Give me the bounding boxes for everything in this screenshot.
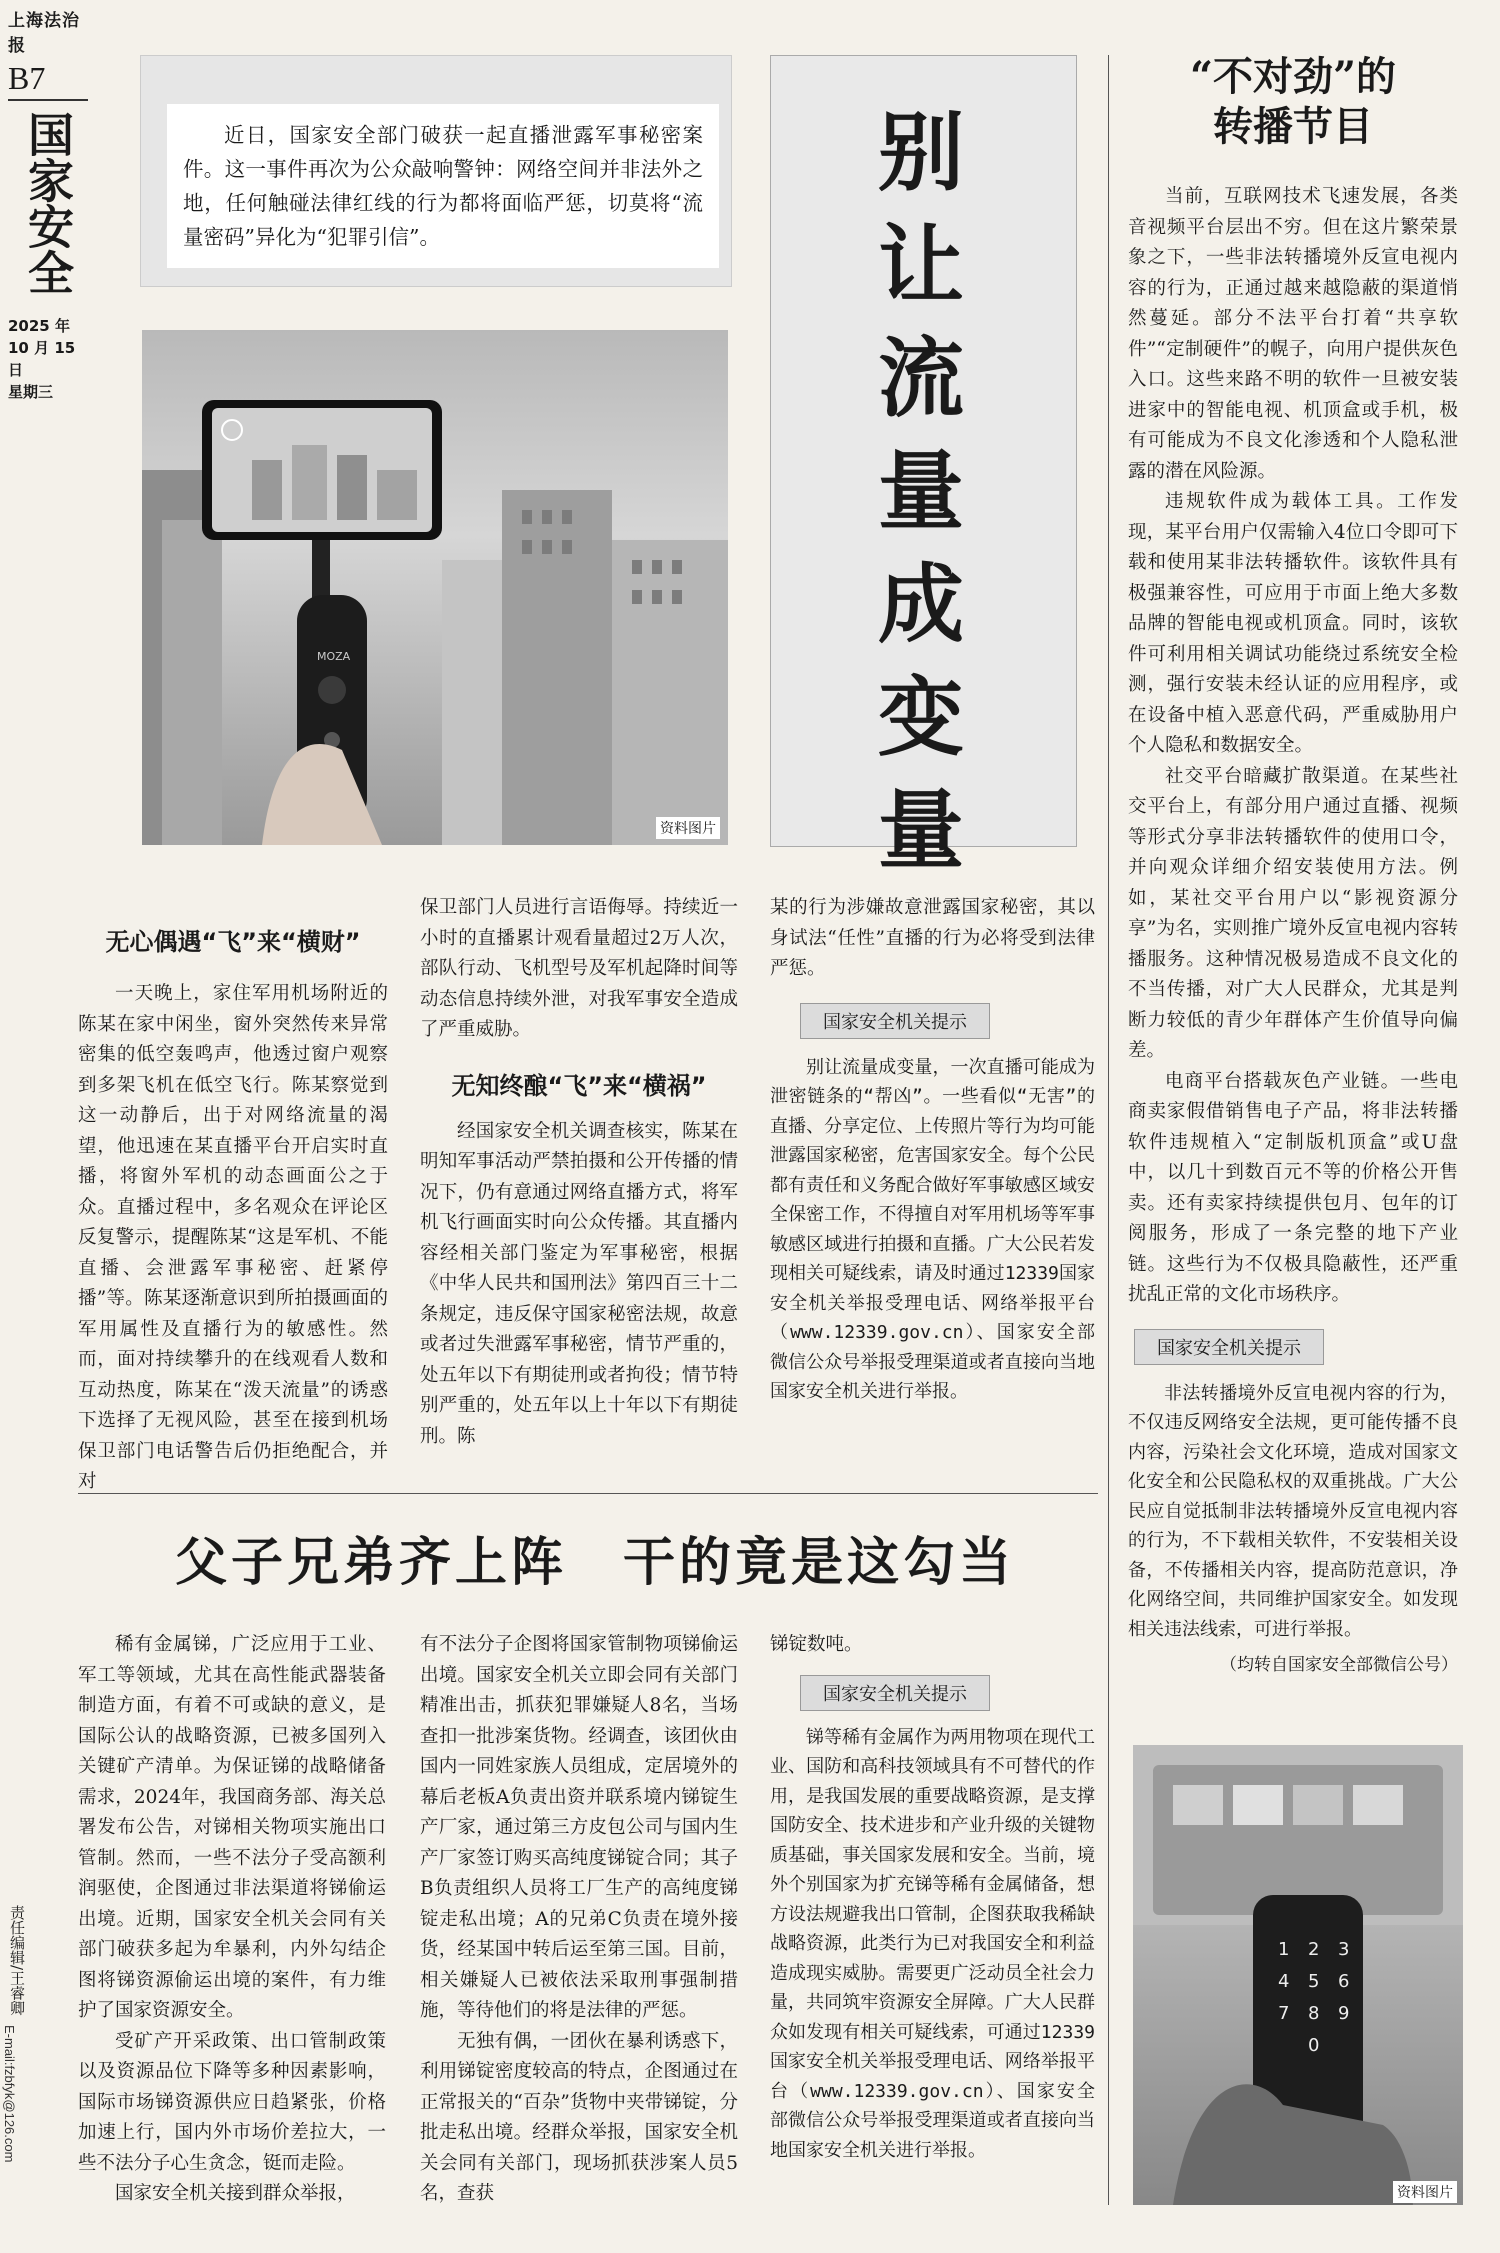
story3-col3 [770,1630,1095,2165]
remote-key: 4 [1278,1971,1290,1992]
section-divider [78,1493,1098,1494]
story2-hint: 非法转播境外反宣电视内容的行为，不仅违反网络安全法规，更可能传播不良内容，污染社会文化环境，造成对国家文化安全和公民隐私权的双重挑战。广大公民应自觉抵制非法转播境外反宣电视内容的行为，不下载相关软件，不安装相关设备，不传播相关内容，提高防范意识，净化网络空间，共同维护国家安全。如发现相关违法线索，可进行举报。 [1128,1382,1458,1640]
newspaper-name: 上海法治报 [8,11,80,56]
issue-date [8,315,88,403]
feature-title-box [770,55,1077,881]
story2 [1128,52,1458,1675]
photo1-caption: 资料图片 [656,817,720,839]
story2-hint-badge: 国家安全机关提示 [1134,1329,1324,1365]
story3-hint-badge: 国家安全机关提示 [800,1675,990,1711]
story3-paragraph: 锑锭数吨。 [770,1634,863,1655]
story3-paragraph: 国家安全机关接到群众举报， [115,2183,356,2204]
story3-headline: 父子兄弟齐上阵 干的竟是这勾当 [174,1532,1015,1593]
story3-paragraph: 受矿产开采政策、出口管制政策以及资源品位下降等多种因素影响，国际市场锑资源供应日趋紧张，价格加速上行，国内外市场价差拉大，一些不法分子心生贪念，铤而走险。 [78,2030,386,2174]
story1-col1 [78,922,388,1498]
story3-paragraph: 稀有金属锑，广泛应用于工业、军工等领域，尤其在高性能武器装备制造方面，有着不可或缺的意义，是国际公认的战略资源，已被多国列入关键矿产清单。为保证锑的战略储备需求，2024年，我国商务部、海关总署发布公告，对锑相关物项实施出口管制。然而，一些不法分子受高额利润驱使，企图通过非法渠道将锑偷运出境。近期，国家安全机关会同有关部门破获多起为牟暴利，内外勾结企图将锑资源偷运出境的案件，有力维护了国家资源安全。 [78,1634,386,2021]
story3-col2 [420,1630,738,2210]
story1-hint-badge: 国家安全机关提示 [800,1003,990,1039]
editor-credit: 责任编辑/王睿卿 [8,1905,26,2016]
story3-col1 [78,1630,386,2210]
story1-subhead2: 无知终酿“飞”来“横祸” [451,1071,707,1100]
date-day: 10 月 15 日 [8,339,76,379]
photo2-caption: 资料图片 [1393,2181,1457,2203]
story2-paragraph: 违规软件成为载体工具。工作发现，某平台用户仅需输入4位口令即可下载和使用某非法转播软件。该软件具有极强兼容性，可应用于市面上绝大多数品牌的智能电视或机顶盒。同时，该软件可利用相关调试功能绕过系统安全检测，强行安装未经认证的应用程序，或在设备中植入恶意代码，严重威胁用户个人隐私和数据安全。 [1128,491,1458,756]
story2-paragraph: 电商平台搭载灰色产业链。一些电商卖家假借销售电子产品，将非法转播软件违规植入“定制版机顶盒”或U盘中，以几十到数百元不等的价格公开售卖。还有卖家持续提供包月、包年的订阅服务，形成了一条完整的地下产业链。这些行为不仅极具隐蔽性，还严重扰乱正常的文化市场秩序。 [1128,1070,1458,1305]
story3-paragraph: 无独有偶，一团伙在暴利诱惑下，利用锑锭密度较高的特点，企图通过在正常报关的“百杂”货物中夹带锑锭，分批走私出境。经群众举报，国家安全机关会同有关部门，现场抓获涉案人员5名，查获 [420,2030,738,2204]
story3-hint: 锑等稀有金属作为两用物项在现代工业、国防和高科技领域具有不可替代的作用，是我国发展的重要战略资源，是支撑国防安全、技术进步和产业升级的关键物质基础，事关国家发展和安全。当前，境外个别国家为扩充锑等稀有金属储备，想方设法规避我出口管制，企图获取我稀缺战略资源，此类行为已对我国安全和利益造成现实威胁。需要更广泛动员全社会力量，共同筑牢资源安全屏障。广大人民群众如发现有相关可疑线索，可通过12339国家安全机关举报受理电话、网络举报平台（www.12339.gov.cn）、国家安全部微信公众号举报受理渠道或者直接向当地国家安全机关进行举报。 [770,1726,1095,2161]
gimbal-phone-illustration [142,330,728,845]
remote-control-photo [1133,1745,1463,2205]
story1-paragraph: 保卫部门人员进行言语侮辱。持续近一小时的直播累计观看量超过2万人次，部队行动、飞机型号及军机起降时间等动态信息持续外泄，对我军事安全造成了严重威胁。 [420,897,738,1040]
date-year: 2025 年 [8,317,70,335]
story1-hint: 别让流量成变量，一次直播可能成为泄密链条的“帮凶”。一些看似“无害”的直播、分享定位、上传照片等行为均可能泄露国家秘密，危害国家安全。每个公民都有责任和义务配合做好军事敏感区域安全保密工作，不得擅自对军用机场等军事敏感区域进行拍摄和直播。广大公民若发现相关可疑线索，请及时通过12339国家安全机关举报受理电话、网络举报平台（www.12339.gov.cn）、国家安全部微信公众号举报受理渠道或者直接向当地国家安全机关进行举报。 [770,1056,1095,1402]
story1-subhead1: 无心偶遇“飞”来“横财” [105,928,361,956]
story2-title [1128,52,1458,152]
remote-key: 0 [1308,2035,1320,2056]
editor-email: E-mail:fzbfyk@126.com [2,2025,17,2163]
remote-key: 5 [1308,1971,1320,1992]
story1-col3 [770,893,1095,1407]
lead-paragraph: 近日，国家安全部门破获一起直播泄露军事秘密案件。这一事件再次为公众敲响警钟：网络空间并非法外之地，任何触碰法律红线的行为都将面临严惩，切莫将“流量密码”异化为“犯罪引信”。 [167,104,719,268]
remote-key: 3 [1338,1939,1350,1960]
story2-source: （均转自国家安全部微信公号） [1220,1655,1458,1675]
masthead [8,6,88,403]
section-name: 国家安全 [21,111,75,295]
remote-key: 1 [1278,1939,1290,1960]
remote-key: 7 [1278,2003,1290,2024]
weekday: 星期三 [8,383,54,401]
remote-key: 6 [1338,1971,1350,1992]
gimbal-phone-photo [142,330,728,845]
page-number: B7 [8,60,88,101]
story1-paragraph: 经国家安全机关调查核实，陈某在明知军事活动严禁拍摄和公开传播的情况下，仍有意通过网络直播方式，将军机飞行画面实时向公众传播。其直播内容经相关部门鉴定为军事秘密，根据《中华人民共和国刑法》第四百三十二条规定，违反保守国家秘密法规，故意或者过失泄露军事秘密，情节严重的，处五年以下有期徒刑或者拘役；情节特别严重的，处五年以上十年以下有期徒刑。陈 [420,1120,738,1447]
story2-title-line2: 转播节目 [1213,103,1373,150]
phone-brand-label: MOZA [317,650,351,663]
story2-title-line1: “不对劲”的 [1189,53,1396,100]
story2-paragraph: 社交平台暗藏扩散渠道。在某些社交平台上，有部分用户通过直播、视频等形式分享非法转播软件的使用口令，并向观众详细介绍安装使用方法。例如，某社交平台用户以“影视资源分享”为名，实则推广境外反宣电视内容转播服务。这种情况极易造成不良文化的不当传播，对广大人民群众，尤其是判断力较低的青少年群体产生价值导向偏差。 [1128,765,1458,1061]
story1-col2 [420,893,738,1452]
remote-key: 8 [1308,2003,1320,2024]
story1-paragraph: 一天晚上，家住军用机场附近的陈某在家中闲坐，窗外突然传来异常密集的低空轰鸣声，他透过窗户观察到多架飞机在低空飞行。陈某察觉到这一动静后，出于对网络流量的渴望，他迅速在某直播平台开启实时直播，将窗外军机的动态画面公之于众。直播过程中，多名观众在评论区反复警示，提醒陈某“这是军机、不能直播、会泄露军事秘密、赶紧停播”等。陈某逐渐意识到所拍摄画面的军用属性及直播行为的敏感性。然而，面对持续攀升的在线观看人数和互动热度，陈某在“泼天流量”的诱惑下选择了无视风险，甚至在接到机场保卫部门电话警告后仍拒绝配合，并对 [78,983,388,1492]
remote-key: 2 [1308,1939,1320,1960]
remote-key: 9 [1338,2003,1350,2024]
story2-paragraph: 当前，互联网技术飞速发展，各类音视频平台层出不穷。但在这片繁荣景象之下，一些非法转播境外反宣电视内容的行为，正通过越来越隐蔽的渠道悄然蔓延。部分不法平台打着“共享软件”“定制硬件”的幌子，向用户提供灰色入口。这些来路不明的软件一旦被安装进家中的智能电视、机顶盒或手机，极有可能成为不良文化渗透和个人隐私泄露的潜在风险源。 [1128,186,1458,482]
remote-illustration [1133,1745,1463,2205]
column-divider [1108,55,1109,2205]
feature-title: 别让流量成变量 [878,102,964,881]
lead-box [140,55,732,287]
story3-paragraph: 有不法分子企图将国家管制物项锑偷运出境。国家安全机关立即会同有关部门精准出击，抓获犯罪嫌疑人8名，当场查扣一批涉案货物。经调查，该团伙由国内一同姓家族人员组成，定居境外的幕后老板A负责出资并联系境内锑锭生产厂家，通过第三方皮包公司与国内生产厂家签订购买高纯度锑锭合同；其子B负责组织人员将工厂生产的高纯度锑锭走私出境；A的兄弟C负责在境外接货，经某国中转后运至第三国。目前，相关嫌疑人已被依法采取刑事强制措施，等待他们的将是法律的严惩。 [420,1634,738,2021]
story1-paragraph: 某的行为涉嫌故意泄露国家秘密，其以身试法“任性”直播的行为必将受到法律严惩。 [770,897,1095,979]
